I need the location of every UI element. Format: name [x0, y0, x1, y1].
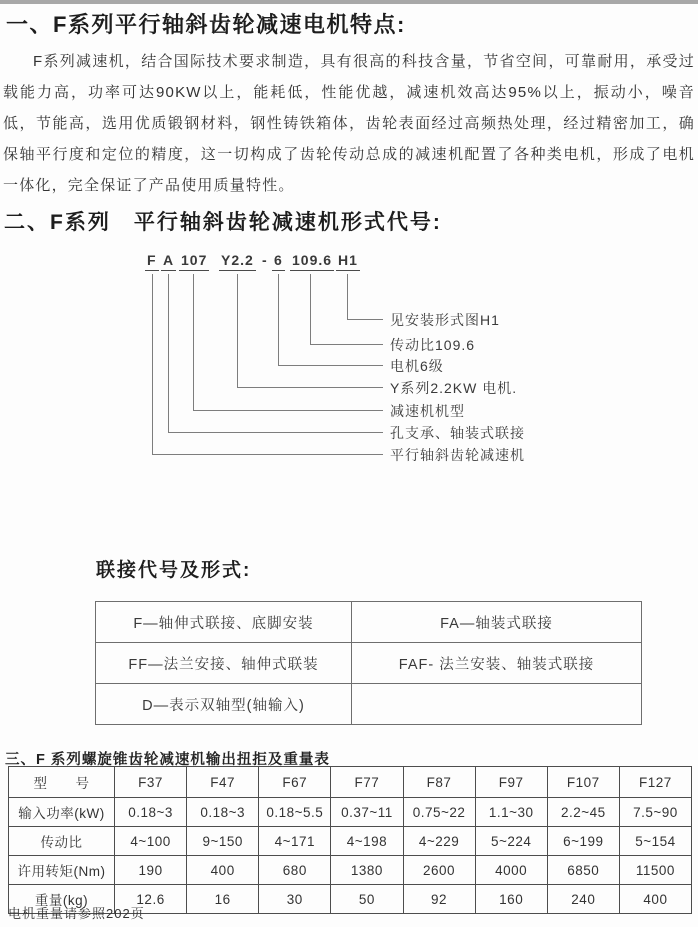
table-row — [9, 827, 692, 856]
data-cell: 5~224 — [475, 827, 547, 856]
motor-weight-footnote: 电机重量请参照202页 — [8, 906, 145, 921]
connection-title: 联接代号及形式: — [96, 560, 252, 581]
data-cell: 30 — [259, 885, 331, 914]
callout-line — [347, 319, 383, 320]
callout-line — [168, 274, 169, 432]
data-cell: 5~154 — [619, 827, 691, 856]
connection-cell: FF—法兰安接、轴伸式联装 — [96, 643, 352, 684]
row-label: 输入功率(kW) — [9, 798, 115, 827]
data-cell: 0.75~22 — [403, 798, 475, 827]
callout-line — [152, 274, 153, 454]
callout-line — [278, 365, 383, 366]
data-cell: 6850 — [547, 856, 619, 885]
data-cell: 4~171 — [259, 827, 331, 856]
table-row — [96, 602, 642, 643]
header-cell: F87 — [403, 767, 475, 798]
code-segment: - — [262, 252, 268, 268]
header-cell: F127 — [619, 767, 691, 798]
data-cell: 11500 — [619, 856, 691, 885]
table-row — [96, 684, 642, 725]
data-cell: 4~100 — [115, 827, 187, 856]
callout-label: 见安装形式图H1 — [390, 312, 500, 328]
code-segment: 109.6 — [290, 252, 334, 271]
section3-title: 三、F 系列螺旋锥齿轮减速机输出扭拒及重量表 — [5, 752, 330, 768]
data-cell: 7.5~90 — [619, 798, 691, 827]
header-cell: F77 — [331, 767, 403, 798]
connection-cell: FAF- 法兰安装、轴装式联接 — [352, 643, 642, 684]
row-label: 传动比 — [9, 827, 115, 856]
section2-title: 二、F系列 平行轴斜齿轮减速机形式代号: — [4, 211, 442, 234]
connection-cell — [352, 684, 642, 725]
header-cell: F97 — [475, 767, 547, 798]
data-cell: 2.2~45 — [547, 798, 619, 827]
data-cell: 0.18~5.5 — [259, 798, 331, 827]
data-cell: 2600 — [403, 856, 475, 885]
section1-body: F系列减速机，结合国际技术要求制造，具有很高的科技含量，节省空间，可靠耐用，承受过载能力高，功率可达90KW以上，能耗低，性能优越，减速机效高达95%以上，振动小，噪音低，节能高，选用优质锻钢材料，钢性铸铁箱体，齿轮表面经过高频热处理，经过精密加工，确保轴平行度和定位的精度，这一切构成了齿轮传动总成的减速机配置了各种类电机，形成了电机一体化，完全保证了产品使用质量特性。 — [3, 53, 695, 194]
callout-label: 传动比109.6 — [390, 337, 476, 353]
callout-label: 平行轴斜齿轮减速机 — [390, 447, 525, 463]
table-row — [9, 856, 692, 885]
header-cell: F107 — [547, 767, 619, 798]
data-cell: 1380 — [331, 856, 403, 885]
header-cell: F47 — [187, 767, 259, 798]
model-code-diagram — [0, 250, 698, 485]
table-row — [9, 798, 692, 827]
connection-cell: FA—轴装式联接 — [352, 602, 642, 643]
data-cell: 0.37~11 — [331, 798, 403, 827]
callout-line — [168, 432, 383, 433]
callout-line — [193, 410, 383, 411]
data-cell: 6~199 — [547, 827, 619, 856]
header-cell: F67 — [259, 767, 331, 798]
code-segment: A — [161, 252, 176, 271]
data-cell: 4000 — [475, 856, 547, 885]
data-cell: 680 — [259, 856, 331, 885]
page-top-rule — [0, 0, 698, 4]
data-cell: 1.1~30 — [475, 798, 547, 827]
callout-line — [237, 387, 383, 388]
torque-weight-table — [8, 766, 692, 914]
callout-label: 减速机机型 — [390, 403, 465, 419]
data-cell: 240 — [547, 885, 619, 914]
callout-label: 电机6级 — [390, 358, 444, 374]
callout-line — [193, 274, 194, 410]
data-cell: 160 — [475, 885, 547, 914]
code-segment: H1 — [336, 252, 360, 271]
data-cell: 4~229 — [403, 827, 475, 856]
data-cell: 4~198 — [331, 827, 403, 856]
code-segment: Y2.2 — [219, 252, 256, 271]
header-cell: F37 — [115, 767, 187, 798]
data-cell: 190 — [115, 856, 187, 885]
section1-title: 一、F系列平行轴斜齿轮减速电机特点: — [6, 12, 406, 37]
data-cell: 16 — [187, 885, 259, 914]
connection-cell: D—表示双轴型(轴输入) — [96, 684, 352, 725]
data-cell: 400 — [619, 885, 691, 914]
code-segment: F — [145, 252, 159, 271]
data-cell: 12.6 — [115, 885, 187, 914]
data-cell: 50 — [331, 885, 403, 914]
callout-line — [278, 274, 279, 365]
callout-line — [237, 274, 238, 387]
data-cell: 9~150 — [187, 827, 259, 856]
callout-label: Y系列2.2KW 电机. — [390, 380, 518, 396]
row-label: 许用转矩(Nm) — [9, 856, 115, 885]
callout-label: 孔支承、轴装式联接 — [390, 425, 525, 441]
callout-line — [310, 274, 311, 344]
data-cell: 0.18~3 — [115, 798, 187, 827]
code-segment: 107 — [179, 252, 209, 271]
callout-line — [310, 344, 383, 345]
table-header-row — [9, 767, 692, 798]
callout-line — [152, 454, 383, 455]
table-row — [96, 643, 642, 684]
row-label: 重量(kg) — [9, 885, 115, 914]
header-cell: 型 号 — [9, 767, 115, 798]
data-cell: 92 — [403, 885, 475, 914]
connection-code-table — [95, 601, 642, 725]
callout-line — [347, 274, 348, 319]
data-cell: 400 — [187, 856, 259, 885]
code-segment: 6 — [272, 252, 285, 271]
data-cell: 0.18~3 — [187, 798, 259, 827]
connection-cell: F—轴伸式联接、底脚安装 — [96, 602, 352, 643]
